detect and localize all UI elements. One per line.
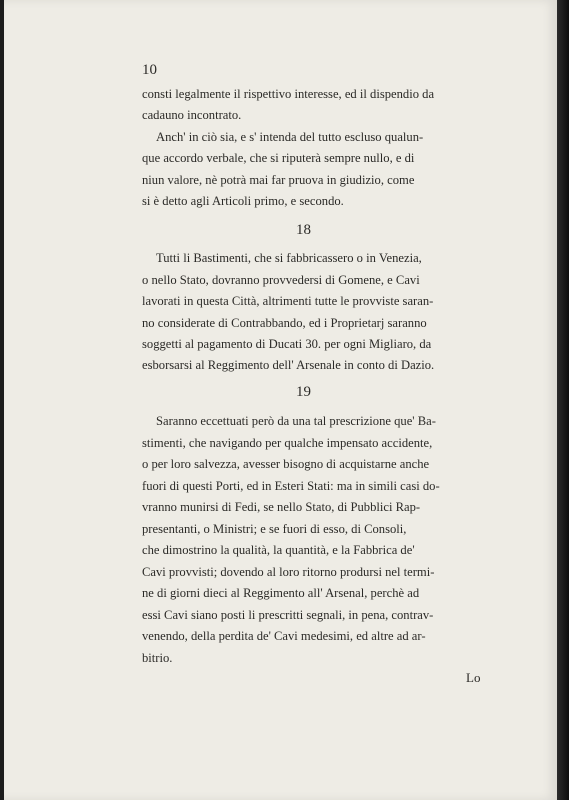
- text-line: Anch' in ciò sia, e s' intenda del tutto escluso qualun-: [156, 130, 424, 144]
- text-line: vranno munirsi di Fedi, se nello Stato, di Pubblici Rap-: [142, 500, 421, 514]
- page-edge-shadow: [557, 0, 569, 800]
- text-line: lavorati in questa Città, altrimenti tutte le provviste saran-: [142, 294, 434, 308]
- text-line: o nello Stato, dovranno provvedersi di Gomene, e Cavi: [142, 273, 420, 287]
- page-number: 10: [142, 62, 157, 78]
- text-line: o per loro salvezza, avesser bisogno di acquistarne anche: [142, 457, 430, 471]
- text-line: si è detto agli Articoli primo, e secondo.: [142, 194, 344, 208]
- text-line: bitrio.: [142, 651, 173, 665]
- book-page: [4, 0, 557, 800]
- text-line: Tutti li Bastimenti, che si fabbricassero o in Venezia,: [156, 251, 422, 265]
- text-line: fuori di questi Porti, ed in Esteri Stati: ma in simili casi do-: [142, 479, 440, 493]
- text-line: que accordo verbale, che si riputerà sempre nullo, e di: [142, 151, 415, 165]
- text-line: essi Cavi siano posti li prescritti segnali, in pena, contrav-: [142, 608, 434, 622]
- text-line: stimenti, che navigando per qualche impensato accidente,: [142, 436, 433, 450]
- article-heading: 19: [296, 384, 311, 400]
- text-line: che dimostrino la qualità, la quantità, e la Fabbrica de': [142, 543, 415, 557]
- article-heading: 18: [296, 222, 311, 238]
- text-line: cadauno incontrato.: [142, 108, 242, 122]
- text-line: venendo, della perdita de' Cavi medesimi, ed altre ad ar-: [142, 629, 426, 643]
- text-line: consti legalmente il rispettivo interesse, ed il dispendio da: [142, 87, 435, 101]
- text-line: ne di giorni dieci al Reggimento all' Arsenal, perchè ad: [142, 586, 420, 600]
- text-line: presentanti, o Ministri; e se fuori di esso, di Consoli,: [142, 522, 407, 536]
- text-line: Saranno eccettuati però da una tal prescrizione que' Ba-: [156, 414, 436, 428]
- text-line: soggetti al pagamento di Ducati 30. per ogni Migliaro, da: [142, 337, 432, 351]
- text-line: no considerate di Contrabbando, ed i Proprietarj saranno: [142, 316, 427, 330]
- text-line: Cavi provvisti; dovendo al loro ritorno prodursi nel termi-: [142, 565, 435, 579]
- catchword: Lo: [466, 670, 481, 685]
- text-line: esborsarsi al Reggimento dell' Arsenale in conto di Dazio.: [142, 358, 435, 372]
- text-line: niun valore, nè potrà mai far pruova in giudizio, come: [142, 173, 415, 187]
